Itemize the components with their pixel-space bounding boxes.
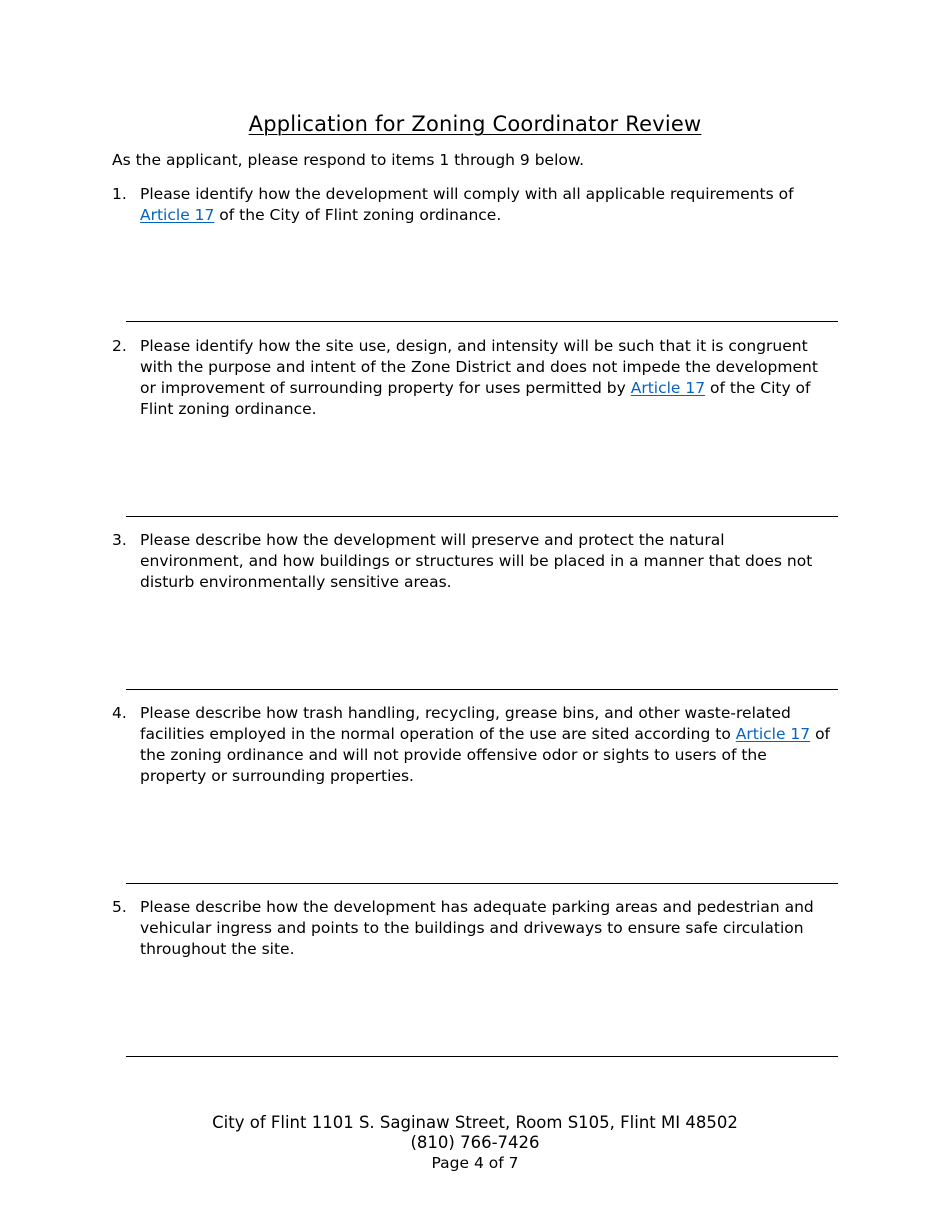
question-2-number: 2.: [112, 337, 127, 355]
question-4-text: Please describe how trash handling, recycling, grease bins, and other waste-related facilities employed in the normal operation of the use are sited according to Article 17 of the zoning ordinance and will not provide offensive odor or sights to users of the property or surrounding properties.: [140, 704, 831, 785]
question-5-text: Please describe how the development has adequate parking areas and pedestrian and vehicular ingress and points to the buildings and driveways to ensure safe circulation throughout the site.: [140, 898, 814, 958]
footer-phone: (810) 766-7426: [410, 1133, 540, 1152]
article-17-link[interactable]: Article 17: [630, 379, 706, 397]
question-1: [112, 184, 832, 226]
question-4-number: 4.: [112, 704, 127, 722]
intro-text: As the applicant, please respond to items 1 through 9 below.: [112, 151, 585, 169]
answer-line-4: [126, 883, 838, 884]
question-5: [112, 897, 832, 960]
answer-line-3: [126, 689, 838, 690]
question-3: [112, 530, 832, 593]
footer: [0, 1113, 950, 1173]
page-number: Page 4 of 7: [431, 1154, 519, 1172]
question-1-text: Please identify how the development will comply with all applicable requirements of Article 17 of the City of Flint zoning ordinance.: [140, 185, 794, 224]
question-5-number: 5.: [112, 898, 127, 916]
question-3-text: Please describe how the development will preserve and protect the natural environment, and how buildings or structures will be placed in a manner that does not disturb environmentally sensitive areas.: [140, 531, 813, 591]
answer-line-5: [126, 1056, 838, 1057]
question-1-number: 1.: [112, 185, 127, 203]
page-title-text: Application for Zoning Coordinator Review: [248, 112, 702, 136]
answer-line-1: [126, 321, 838, 322]
page-title: [0, 110, 950, 138]
footer-address: City of Flint 1101 S. Saginaw Street, Room S105, Flint MI 48502: [212, 1113, 738, 1132]
question-3-number: 3.: [112, 531, 127, 549]
question-4: [112, 703, 832, 787]
question-2: [112, 336, 832, 420]
article-17-link[interactable]: Article 17: [735, 725, 811, 743]
answer-line-2: [126, 516, 838, 517]
article-17-link[interactable]: Article 17: [140, 206, 215, 224]
question-2-text: Please identify how the site use, design, and intensity will be such that it is congruent with the purpose and intent of the Zone District and does not impede the development or improvement of surrounding property for uses permitted by Article 17 of the City of Flint zoning ordinance.: [140, 337, 818, 418]
